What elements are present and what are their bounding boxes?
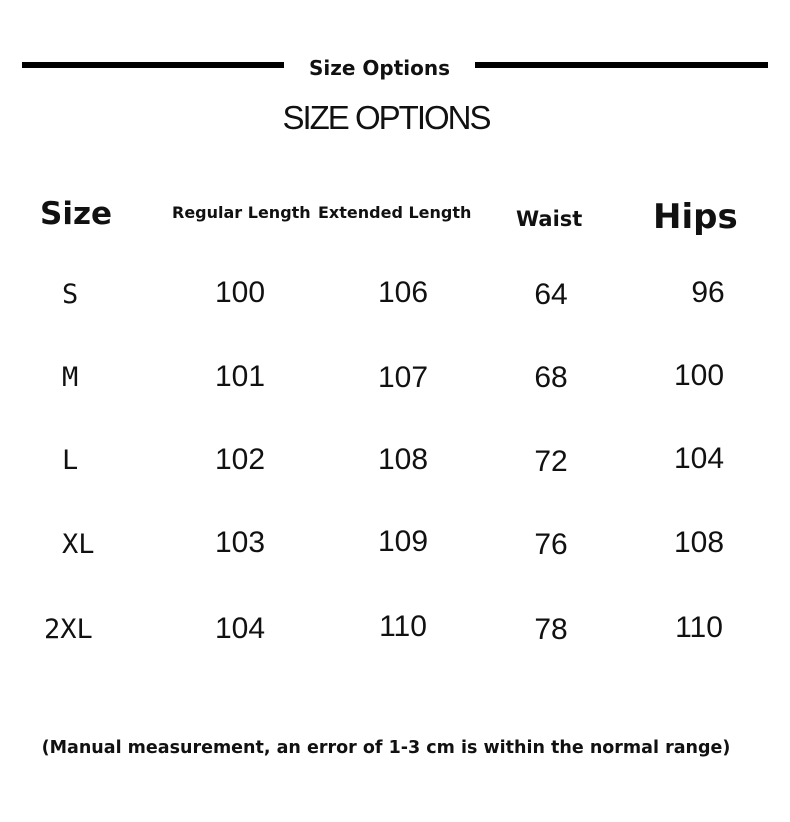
cell-regular-length: 103: [214, 526, 266, 559]
column-header-regular-length: Regular Length: [172, 203, 311, 222]
cell-regular-length: 101: [214, 360, 266, 393]
header-rule-right: [475, 62, 768, 68]
header-label: Size Options: [308, 56, 451, 80]
cell-extended-length: 109: [377, 525, 429, 558]
cell-regular-length: 104: [214, 612, 266, 645]
cell-extended-length: 108: [377, 443, 429, 476]
cell-size: L: [62, 445, 79, 476]
cell-waist: 68: [534, 361, 568, 394]
cell-hips: 108: [673, 526, 725, 559]
cell-waist: 78: [534, 613, 568, 646]
cell-size: M: [62, 362, 79, 393]
cell-regular-length: 100: [214, 276, 266, 309]
cell-waist: 64: [534, 278, 568, 311]
cell-hips: 96: [691, 276, 725, 309]
column-header-size: Size: [40, 196, 113, 232]
column-header-waist: Waist: [516, 207, 583, 231]
cell-size: XL: [62, 529, 95, 560]
cell-hips: 104: [673, 442, 725, 475]
cell-hips: 100: [673, 359, 725, 392]
column-header-hips: Hips: [653, 197, 738, 237]
page-title: SIZE OPTIONS: [282, 99, 490, 136]
cell-hips: 110: [675, 611, 723, 644]
cell-size: S: [62, 279, 79, 310]
cell-waist: 76: [534, 528, 568, 561]
cell-extended-length: 107: [377, 361, 429, 394]
cell-size: 2XL: [44, 614, 93, 645]
cell-extended-length: 110: [379, 610, 427, 643]
cell-regular-length: 102: [214, 443, 266, 476]
cell-extended-length: 106: [377, 276, 429, 309]
measurement-footnote: (Manual measurement, an error of 1-3 cm is within the normal range): [41, 738, 731, 758]
cell-waist: 72: [534, 445, 568, 478]
header-rule-left: [22, 62, 284, 68]
column-header-extended-length: Extended Length: [318, 203, 472, 222]
